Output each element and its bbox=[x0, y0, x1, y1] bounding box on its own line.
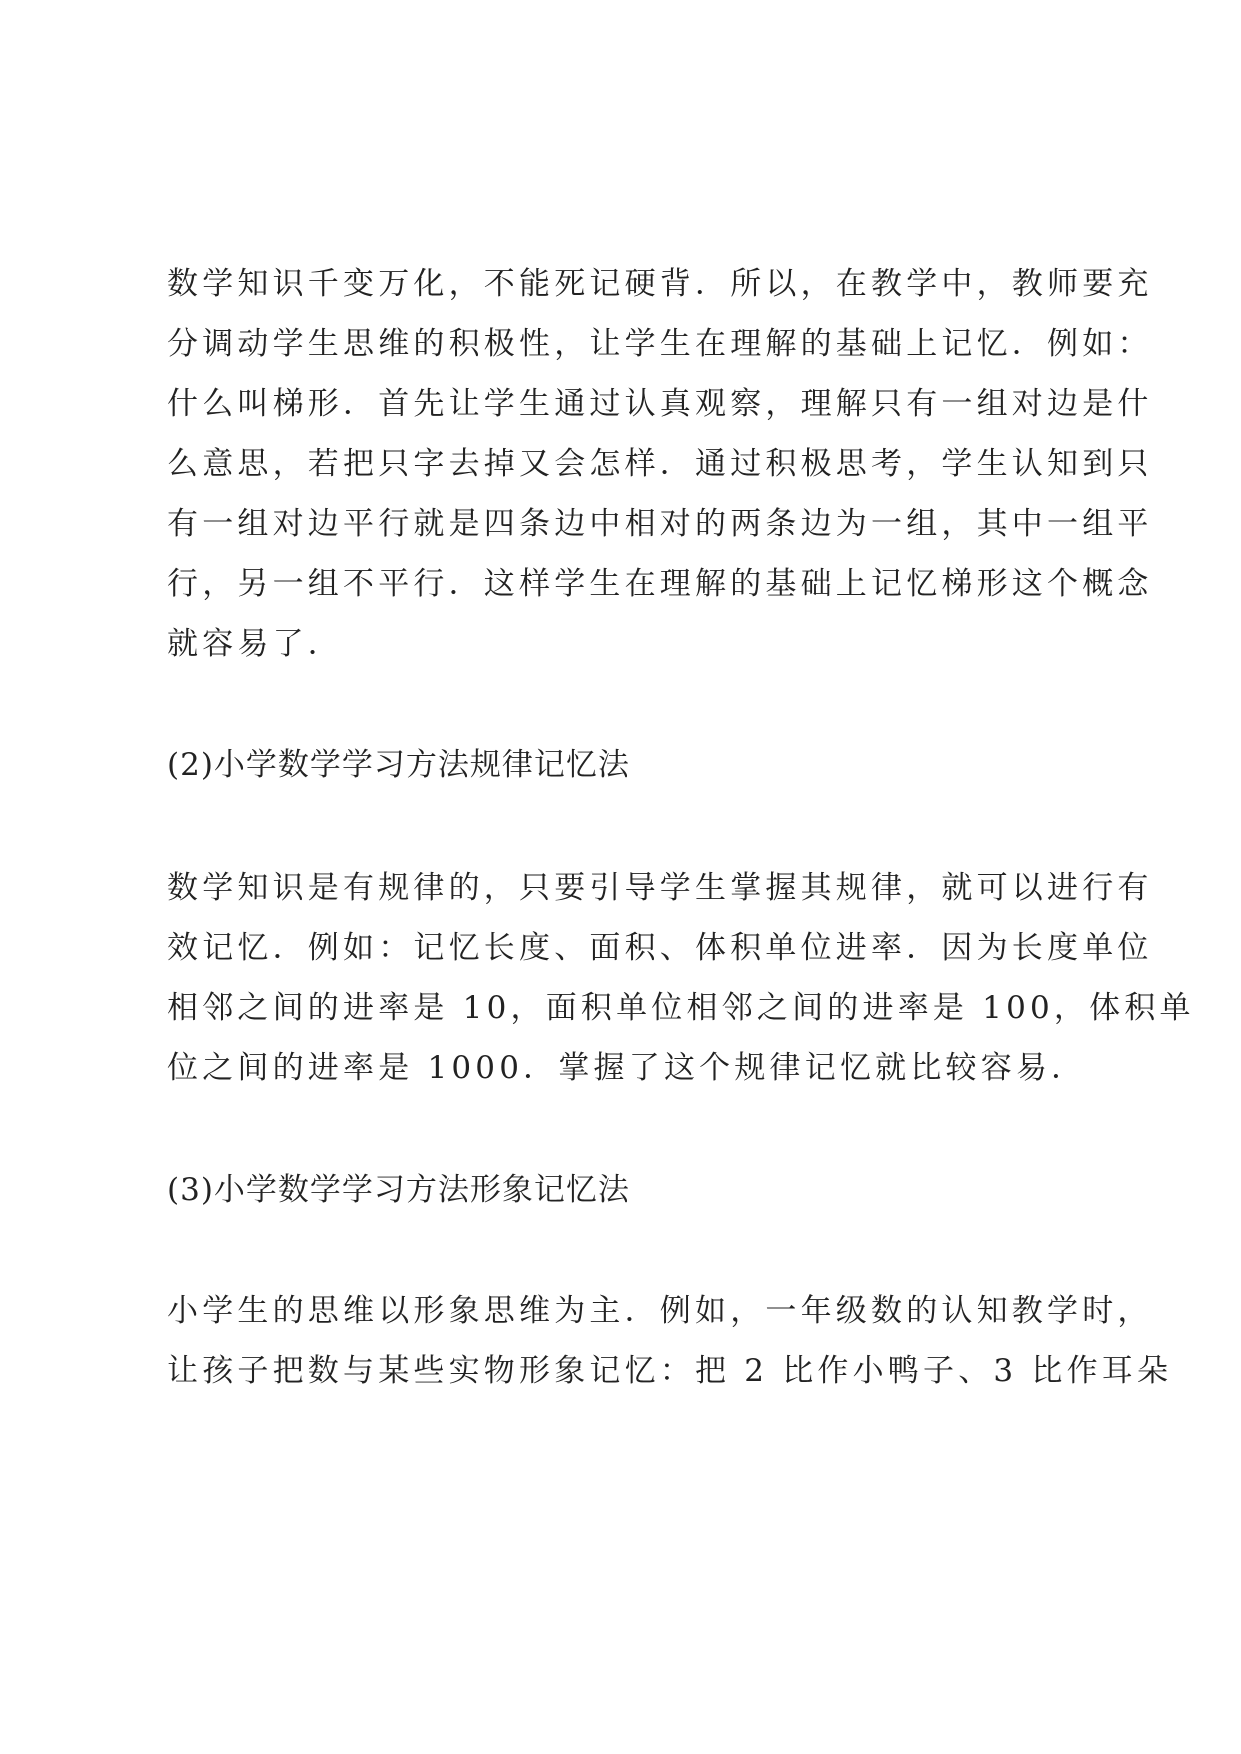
paragraph-1-line-2: 分调动学生思维的积极性，让学生在理解的基础上记忆．例如： bbox=[167, 326, 1153, 362]
section-heading-2: (2)小学数学学习方法规律记忆法 bbox=[167, 747, 630, 783]
paragraph-1-line-4: 么意思，若把只字去掉又会怎样．通过积极思考，学生认知到只 bbox=[167, 446, 1153, 482]
paragraph-3-line-2: 让孩子把数与某些实物形象记忆：把 2 比作小鸭子、3 比作耳朵 bbox=[167, 1353, 1173, 1389]
paragraph-2-line-4: 位之间的进率是 1000．掌握了这个规律记忆就比较容易． bbox=[167, 1050, 1087, 1086]
paragraph-3-line-1: 小学生的思维以形象思维为主．例如，一年级数的认知教学时， bbox=[167, 1293, 1153, 1329]
paragraph-1-line-1: 数学知识千变万化，不能死记硬背．所以，在教学中，教师要充 bbox=[167, 266, 1153, 302]
paragraph-1-line-3: 什么叫梯形．首先让学生通过认真观察，理解只有一组对边是什 bbox=[167, 386, 1153, 422]
paragraph-1-line-6: 行，另一组不平行．这样学生在理解的基础上记忆梯形这个概念 bbox=[167, 566, 1153, 602]
paragraph-2-line-1: 数学知识是有规律的，只要引导学生掌握其规律，就可以进行有 bbox=[167, 870, 1153, 906]
paragraph-2-line-2: 效记忆．例如：记忆长度、面积、体积单位进率．因为长度单位 bbox=[167, 930, 1153, 966]
paragraph-1-line-5: 有一组对边平行就是四条边中相对的两条边为一组，其中一组平 bbox=[167, 506, 1153, 542]
paragraph-2-line-3: 相邻之间的进率是 10，面积单位相邻之间的进率是 100，体积单 bbox=[167, 990, 1195, 1026]
section-heading-3: (3)小学数学学习方法形象记忆法 bbox=[167, 1172, 630, 1208]
paragraph-1-line-7: 就容易了． bbox=[167, 626, 343, 662]
